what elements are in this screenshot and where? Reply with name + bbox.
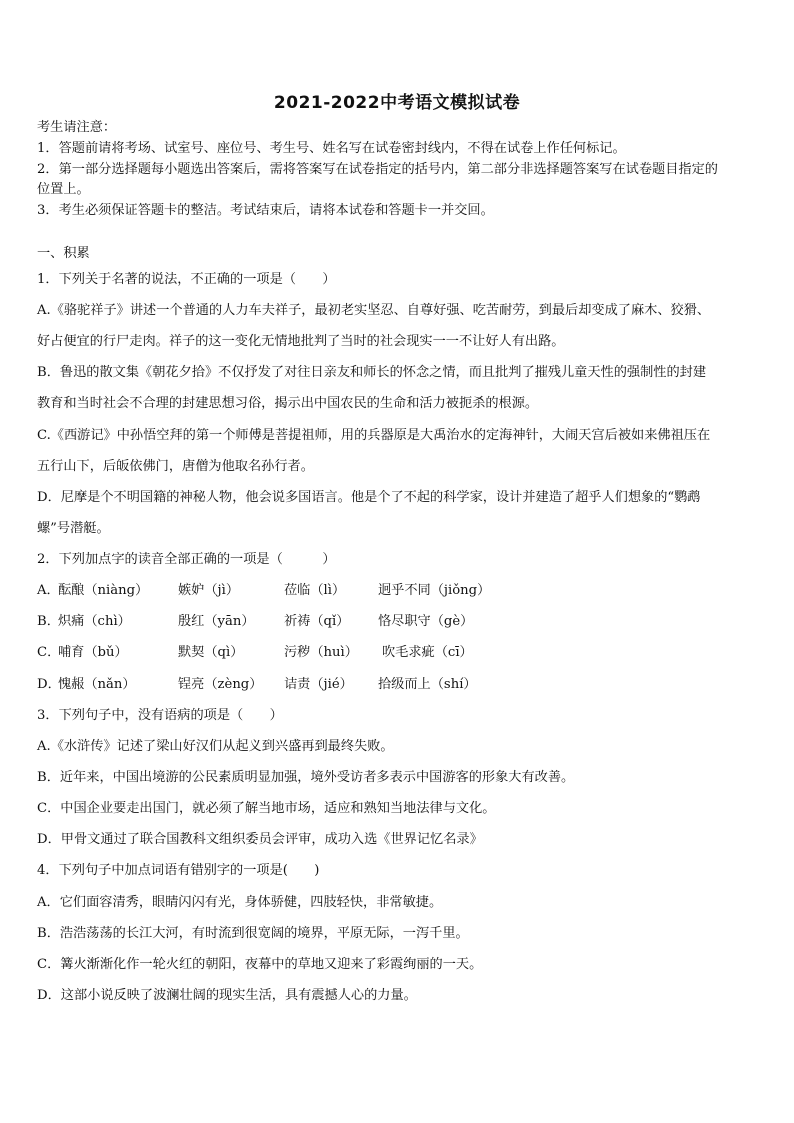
- question-4-stem: 4．下列句子中加点词语有错别字的一项是( ): [37, 863, 320, 878]
- option-item: 愧赧（nǎn）: [58, 677, 136, 692]
- option-label: B．: [37, 614, 60, 629]
- question-1-option-b-continued: 教育和当时社会不合理的封建思想习俗，揭示出中国农民的生命和活力被扼杀的根源。: [37, 396, 539, 411]
- option-item: 祈祷（qǐ）: [284, 614, 350, 629]
- option-item: 殷红（yān）: [178, 614, 255, 629]
- notice-item-2-continued: 位置上。: [37, 182, 90, 197]
- notice-item-1: 1．答题前请将考场、试室号、座位号、考生号、姓名写在试卷密封线内，不得在试卷上作任何标记。: [37, 141, 626, 156]
- option-item: 吹毛求疵（cī）: [382, 645, 473, 660]
- question-1-option-b: B．鲁迅的散文集《朝花夕拾》不仅抒发了对往日亲友和师长的怀念之情，而且批判了摧残儿童天性的强制性的封建: [37, 365, 707, 380]
- question-4-option-b: B．浩浩荡荡的长江大河，有时流到很宽阔的境界，平原无际，一泻千里。: [37, 926, 469, 941]
- option-item: 莅临（lì）: [284, 583, 346, 598]
- question-1-option-c-continued: 五行山下，后皈依佛门，唐僧为他取名孙行者。: [37, 459, 314, 474]
- option-item: 酝酿（niàng）: [58, 583, 149, 598]
- option-item: 默契（qì）: [178, 645, 244, 660]
- question-1-option-a-continued: 好占便宜的行尸走肉。祥子的这一变化无情地批判了当时的社会现实一一不让好人有出路。: [37, 334, 565, 349]
- question-1-stem: 1．下列关于名著的说法，不正确的一项是（ ）: [37, 272, 336, 287]
- question-1-option-c: C.《西游记》中孙悟空拜的第一个师傅是菩提祖师，用的兵器原是大禹治水的定海神针，大闹天宫后被如来佛祖压在: [37, 428, 711, 443]
- option-item: 拾级而上（shí）: [378, 677, 477, 692]
- question-3-stem: 3．下列句子中，没有语病的项是（ ）: [37, 708, 283, 723]
- option-label: C．: [37, 645, 61, 660]
- question-3-option-c: C．中国企业要走出国门，就必须了解当地市场，适应和熟知当地法律与文化。: [37, 801, 496, 816]
- question-1-option-d: D．尼摩是个不明国籍的神秘人物，他会说多国语言。他是个了不起的科学家，设计并建造了超乎人们想象的“鹦鹉: [37, 490, 701, 505]
- option-label: A．: [37, 583, 60, 598]
- option-item: 哺育（bǔ）: [58, 645, 128, 660]
- notice-item-3: 3．考生必须保证答题卡的整洁。考试结束后，请将本试卷和答题卡一并交回。: [37, 203, 494, 218]
- question-1-option-a: A.《骆驼祥子》讲述一个普通的人力车夫祥子，最初老实坚忍、自尊好强、吃苦耐劳，到最后却变成了麻木、狡猾、: [37, 303, 711, 318]
- section-heading: 一、积累: [37, 246, 90, 261]
- question-3-option-d: D．甲骨文通过了联合国教科文组织委员会评审，成功入选《世界记忆名录》: [37, 832, 483, 847]
- option-item: 炽痛（chì）: [58, 614, 131, 629]
- option-item: 嫉妒（jì）: [178, 583, 240, 598]
- question-4-option-c: C．篝火渐渐化作一轮火红的朝阳，夜幕中的草地又迎来了彩霞绚丽的一天。: [37, 957, 483, 972]
- option-item: 锃亮（zèng）: [178, 677, 263, 692]
- notice-item-2: 2．第一部分选择题每小题选出答案后，需将答案写在试卷指定的括号内，第二部分非选择题答案写在试卷题目指定的: [37, 162, 718, 177]
- option-item: 恪尽职守（gè）: [378, 614, 474, 629]
- question-4-option-a: A．它们面容清秀，眼睛闪闪有光，身体骄健，四肢轻快，非常敏捷。: [37, 895, 443, 910]
- option-label: D．: [37, 677, 61, 692]
- option-item: 诘责（jié）: [284, 677, 353, 692]
- notice-heading: 考生请注意：: [37, 120, 117, 135]
- option-item: 迥乎不同（jiǒng）: [378, 583, 491, 598]
- question-2-stem: 2．下列加点字的读音全部正确的一项是（ ）: [37, 552, 336, 567]
- question-1-option-d-continued: 螺”号潜艇。: [37, 521, 110, 536]
- question-3-option-a: A.《水浒传》记述了梁山好汉们从起义到兴盛再到最终失败。: [37, 739, 394, 754]
- page-title: 2021-2022中考语文模拟试卷: [273, 93, 521, 113]
- option-item: 污秽（huì）: [284, 645, 358, 660]
- question-3-option-b: B．近年来，中国出境游的公民素质明显加强，境外受访者多表示中国游客的形象大有改善。: [37, 770, 575, 785]
- question-4-option-d: D．这部小说反映了波澜壮阔的现实生活，具有震撼人心的力量。: [37, 988, 417, 1003]
